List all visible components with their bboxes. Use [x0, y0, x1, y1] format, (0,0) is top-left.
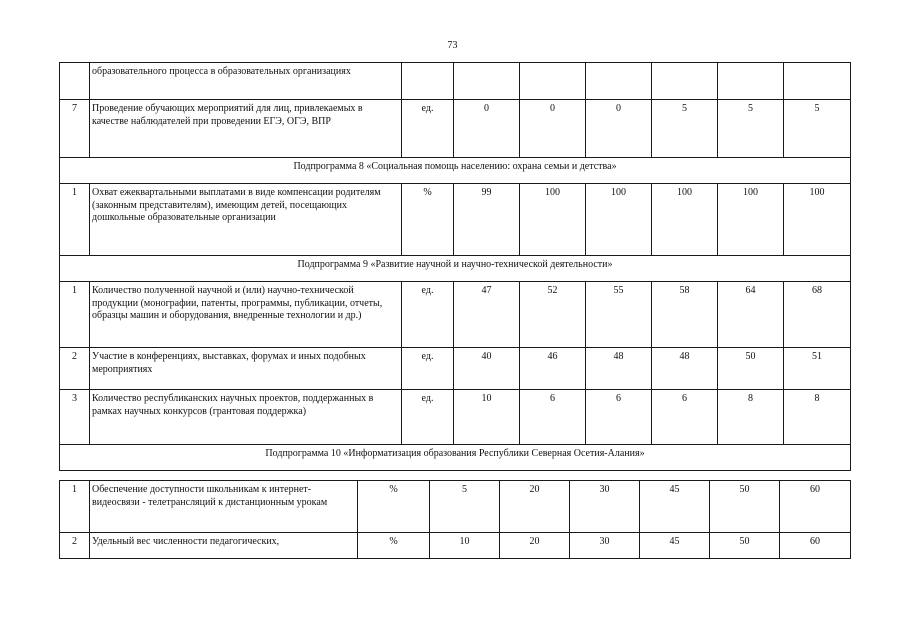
value-cell: 47: [454, 282, 520, 348]
value-cell: 6: [520, 390, 586, 445]
unit-cell: %: [402, 184, 454, 256]
indicator-name: Проведение обучающих мероприятий для лиц, привлекаемых в качестве наблюдателей при проведении ЕГЭ, ОГЭ, ВПР: [90, 100, 402, 158]
value-cell: [520, 63, 586, 100]
value-cell: 68: [784, 282, 851, 348]
value-cell: 64: [718, 282, 784, 348]
value-cell: 51: [784, 348, 851, 390]
unit-cell: %: [358, 533, 430, 559]
value-cell: 10: [430, 533, 500, 559]
value-cell: 60: [780, 533, 851, 559]
value-cell: 0: [586, 100, 652, 158]
indicators-table-continued: [59, 480, 851, 559]
value-cell: 5: [652, 100, 718, 158]
value-cell: 20: [500, 481, 570, 533]
value-cell: 8: [718, 390, 784, 445]
value-cell: 100: [784, 184, 851, 256]
row-number: 3: [60, 390, 90, 445]
table-row: [60, 63, 851, 100]
value-cell: 100: [718, 184, 784, 256]
subprogram-heading: Подпрограмма 10 «Информатизация образования Республики Северная Осетия-Алания»: [60, 445, 851, 471]
table-row: [60, 100, 851, 158]
unit-cell: ед.: [402, 282, 454, 348]
value-cell: 6: [652, 390, 718, 445]
value-cell: 99: [454, 184, 520, 256]
indicator-name: Обеспечение доступности школьникам к интернет-видеосвязи - телетрансляций к дистанционным урокам: [90, 481, 358, 533]
row-number: 1: [60, 282, 90, 348]
value-cell: 0: [520, 100, 586, 158]
value-cell: 48: [652, 348, 718, 390]
value-cell: 50: [710, 533, 780, 559]
value-cell: 50: [718, 348, 784, 390]
value-cell: [652, 63, 718, 100]
subprogram-row: [60, 158, 851, 184]
value-cell: 100: [520, 184, 586, 256]
value-cell: 5: [430, 481, 500, 533]
value-cell: 30: [570, 533, 640, 559]
indicator-name: Количество полученной научной и (или) научно-технической продукции (монографии, патенты, программы, публикации, отчеты, образцы машин и оборудования, внедренные технологии и др.): [90, 282, 402, 348]
value-cell: 10: [454, 390, 520, 445]
unit-cell: ед.: [402, 390, 454, 445]
subprogram-row: [60, 256, 851, 282]
row-number: 2: [60, 533, 90, 559]
table-row: [60, 348, 851, 390]
value-cell: 50: [710, 481, 780, 533]
value-cell: 0: [454, 100, 520, 158]
value-cell: 46: [520, 348, 586, 390]
value-cell: [784, 63, 851, 100]
table-row: [60, 282, 851, 348]
row-number: 1: [60, 184, 90, 256]
value-cell: 55: [586, 282, 652, 348]
value-cell: 40: [454, 348, 520, 390]
value-cell: [586, 63, 652, 100]
value-cell: 52: [520, 282, 586, 348]
page-number: 73: [447, 40, 458, 51]
value-cell: 100: [652, 184, 718, 256]
table-row: [60, 533, 851, 559]
unit-cell: ед.: [402, 348, 454, 390]
value-cell: 5: [784, 100, 851, 158]
value-cell: [454, 63, 520, 100]
value-cell: 60: [780, 481, 851, 533]
indicator-name: Количество республиканских научных проектов, поддержанных в рамках научных конкурсов (грантовая поддержка): [90, 390, 402, 445]
table-row: [60, 481, 851, 533]
row-number: 2: [60, 348, 90, 390]
value-cell: 20: [500, 533, 570, 559]
value-cell: 45: [640, 481, 710, 533]
unit-cell: %: [358, 481, 430, 533]
value-cell: 5: [718, 100, 784, 158]
row-number: 7: [60, 100, 90, 158]
value-cell: 30: [570, 481, 640, 533]
row-number: 1: [60, 481, 90, 533]
value-cell: 45: [640, 533, 710, 559]
value-cell: 8: [784, 390, 851, 445]
unit-cell: [402, 63, 454, 100]
value-cell: 48: [586, 348, 652, 390]
subprogram-heading: Подпрограмма 9 «Развитие научной и научно-технической деятельности»: [60, 256, 851, 282]
indicator-name: образовательного процесса в образовательных организациях: [90, 63, 402, 100]
table-row: [60, 184, 851, 256]
unit-cell: ед.: [402, 100, 454, 158]
value-cell: 100: [586, 184, 652, 256]
indicator-name: Охват ежеквартальными выплатами в виде компенсации родителям (законным представителям), имеющим детей, посещающих дошкольные образовательные организации: [90, 184, 402, 256]
indicator-name: Участие в конференциях, выставках, форумах и иных подобных мероприятиях: [90, 348, 402, 390]
subprogram-row: [60, 445, 851, 471]
row-number: [60, 63, 90, 100]
value-cell: 58: [652, 282, 718, 348]
subprogram-heading: Подпрограмма 8 «Социальная помощь населению: охрана семьи и детства»: [60, 158, 851, 184]
value-cell: 6: [586, 390, 652, 445]
indicators-table: [59, 62, 851, 471]
table-row: [60, 390, 851, 445]
value-cell: [718, 63, 784, 100]
indicator-name: Удельный вес численности педагогических,: [90, 533, 358, 559]
